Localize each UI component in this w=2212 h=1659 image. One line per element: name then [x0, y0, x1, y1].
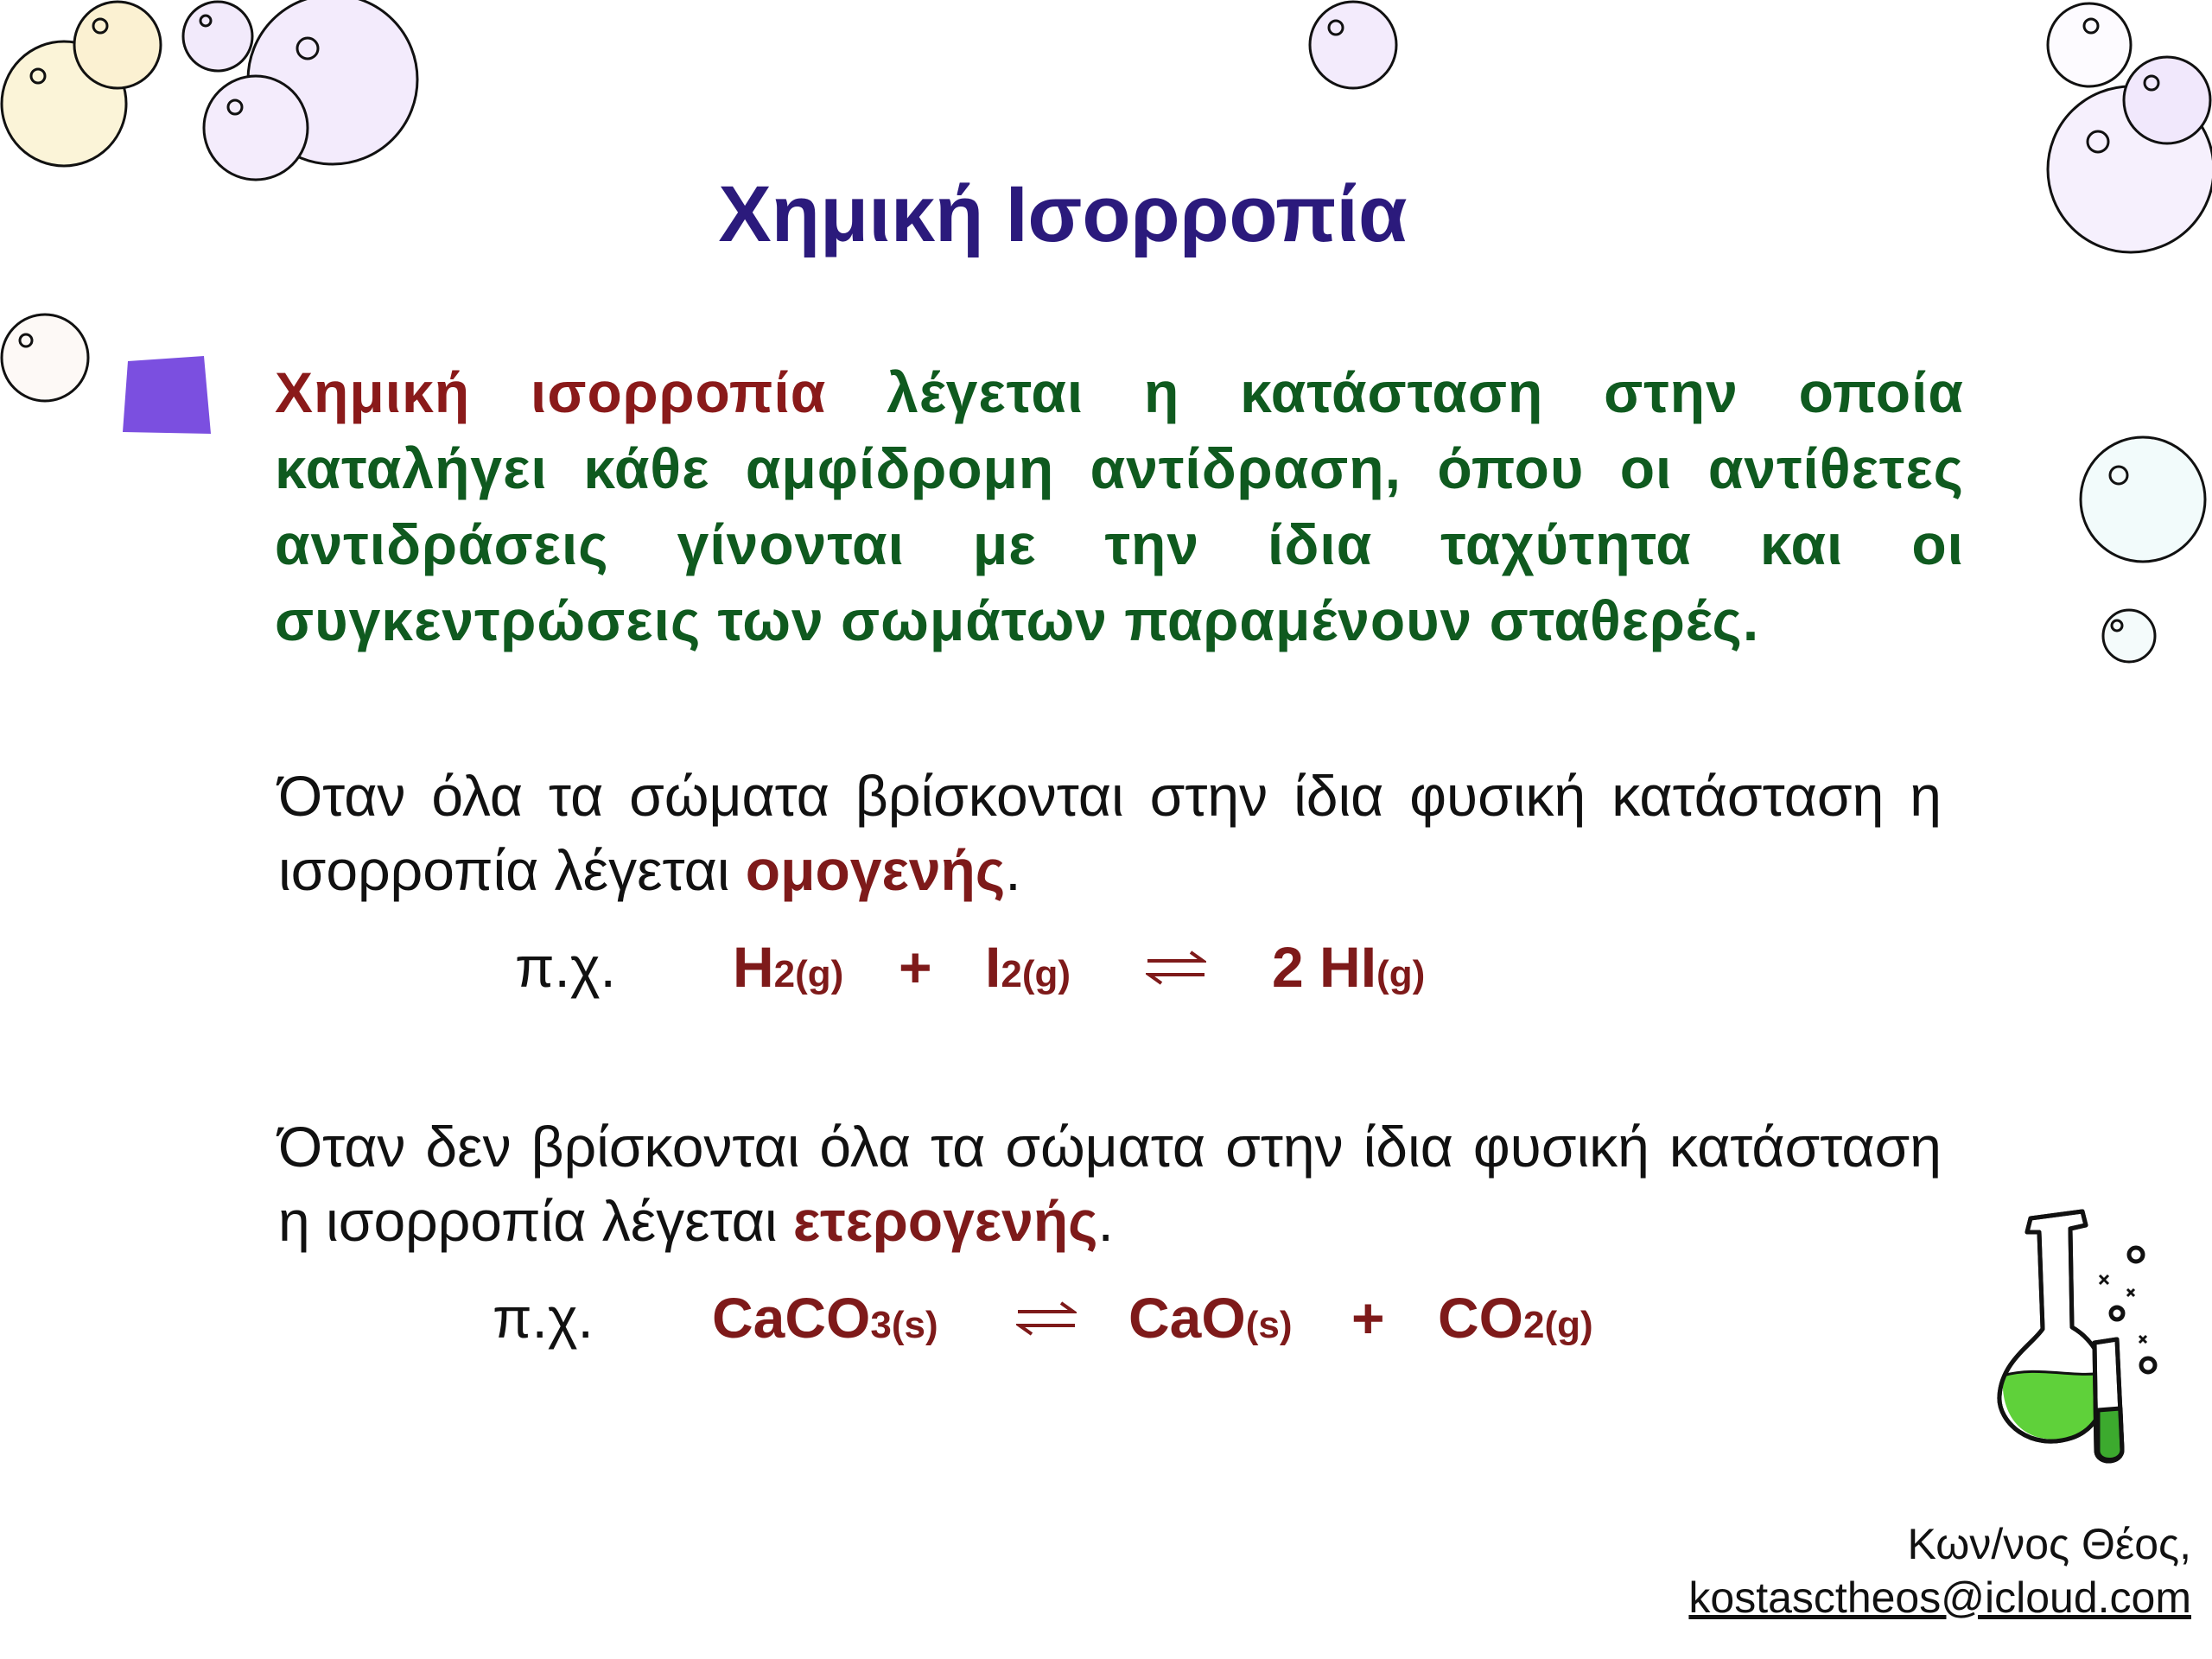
example-label: π.χ.: [515, 935, 616, 999]
bubble: [2103, 610, 2155, 662]
plus-sign: +: [899, 935, 932, 999]
bubble: [1310, 2, 1396, 88]
plus-sign: +: [1351, 1286, 1385, 1350]
author-name: Κων/νος Θέος,: [1907, 1520, 2191, 1568]
bubble: [2, 315, 88, 401]
definition-paragraph: [275, 354, 1964, 658]
heterogeneous-end: .: [1097, 1189, 1114, 1253]
product-hi: 2 HI(g): [1272, 935, 1426, 999]
reactant-i2: I2(g): [985, 935, 1071, 999]
author-email-link[interactable]: kostasctheos@icloud.com: [1688, 1573, 2191, 1622]
homogeneous-term: ομογενής: [745, 838, 1006, 902]
reactant-h2: H2(g): [733, 935, 844, 999]
bubble: [2124, 57, 2210, 143]
equilibrium-arrow-icon: [1016, 1301, 1077, 1336]
heterogeneous-term: ετερογενής: [792, 1189, 1098, 1253]
homogeneous-text: Όταν όλα τα σώματα βρίσκονται στην ίδια φυσική κατάσταση η ισορροπία λέγεται: [278, 764, 1942, 902]
product-cao: CaO(s): [1128, 1286, 1293, 1350]
author-credit: [1688, 1517, 2191, 1624]
homogeneous-paragraph: [278, 759, 1942, 907]
homogeneous-end: .: [1005, 838, 1021, 902]
bubble: [74, 2, 161, 88]
bubble: [2048, 3, 2131, 86]
bubble: [2081, 437, 2205, 562]
bubble: [183, 2, 252, 71]
heterogeneous-text: Όταν δεν βρίσκονται όλα τα σώματα στην ίδια φυσική κατάσταση η ισορροπία λέγεται: [278, 1115, 1942, 1253]
chemistry-flask-icon: [1987, 1206, 2160, 1474]
product-co2: CO2(g): [1438, 1286, 1593, 1350]
slide-title: Χημική Ισορροπία: [718, 170, 1408, 258]
example-label: π.χ.: [493, 1286, 594, 1350]
heterogeneous-paragraph: [278, 1109, 1942, 1258]
purple-square-bullet-icon: [121, 354, 213, 437]
definition-term: Χημική ισορροπία: [275, 360, 827, 424]
equilibrium-arrow-icon: [1146, 950, 1206, 985]
definition-text: λέγεται η κατάσταση στην οποία καταλήγει κάθε αμφίδρομη αντίδραση, όπου οι αντίθετες αντιδράσεις γίνονται με την ίδια ταχύτητα και οι συγκεντρώσεις των σωμάτων παραμένουν σταθερές.: [275, 360, 1964, 652]
reactant-caco3: CaCO3(s): [712, 1286, 938, 1350]
